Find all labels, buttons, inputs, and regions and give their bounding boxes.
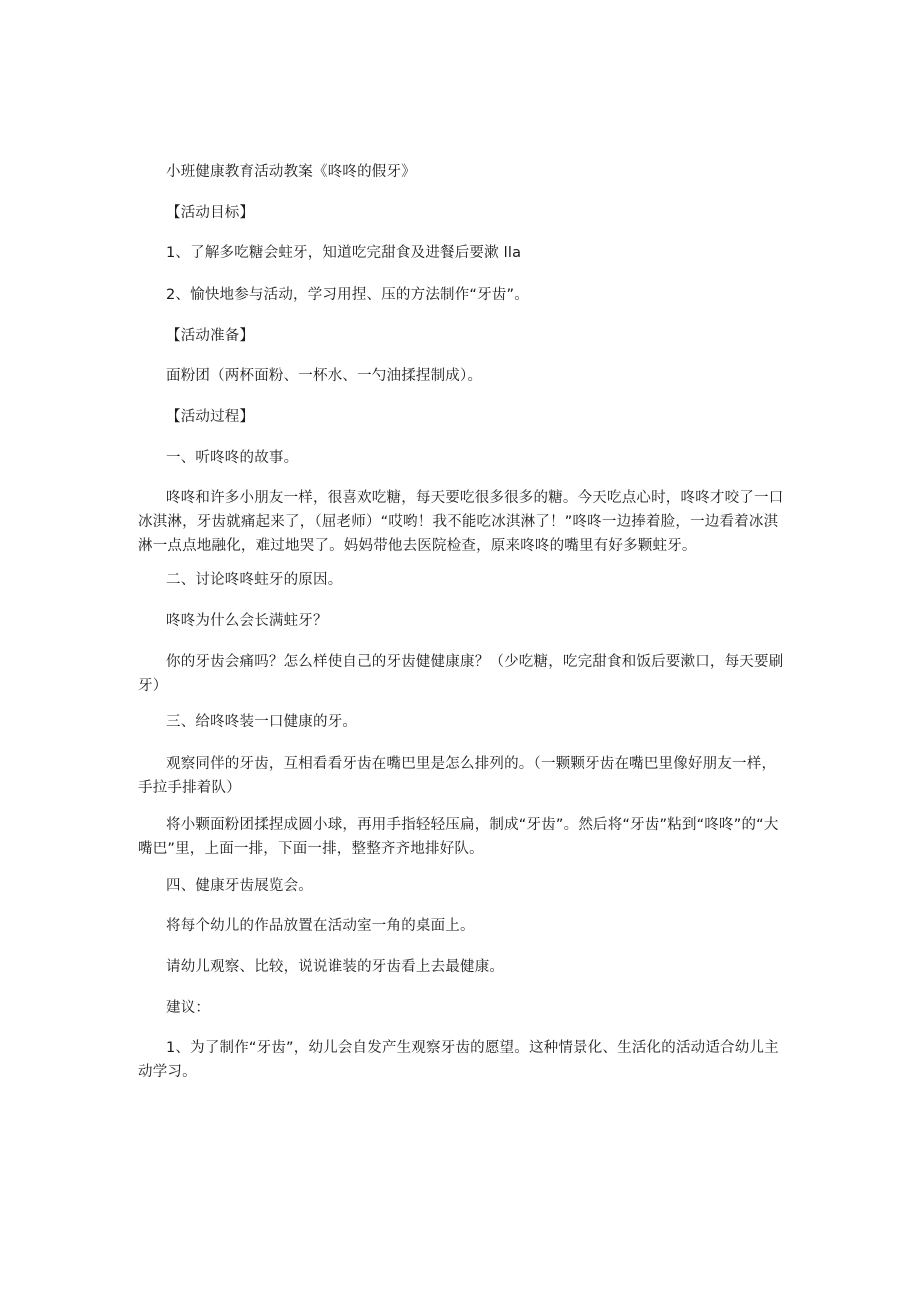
- step-2-title: 二、讨论咚咚蛀牙的原因。: [166, 572, 343, 588]
- suggest-heading: 建议：: [166, 1000, 211, 1016]
- prep-heading: 【活动准备】: [166, 328, 255, 344]
- step-1-title: 一、听咚咚的故事。: [166, 450, 299, 466]
- goal-item-2: 2、愉快地参与活动，学习用捏、压的方法制作“牙齿”。: [166, 287, 529, 303]
- suggest-item-1: 1、为了制作“牙齿”，幼儿会自发产生观察牙齿的愿望。这种情景化、生活化的活动适合幼儿主动学习。: [138, 1040, 779, 1080]
- goals-heading: 【活动目标】: [166, 205, 255, 221]
- document-title: 小班健康教育活动教案《咚咚的假牙》: [166, 164, 416, 180]
- goal-item-1: 1、了解多吃糖会蛀牙，知道吃完甜食及进餐后要漱 lla: [166, 245, 522, 261]
- step-4-text-2: 请幼儿观察、比较，说说谁装的牙齿看上去最健康。: [166, 959, 505, 975]
- step-3-title: 三、给咚咚装一口健康的牙。: [166, 714, 358, 730]
- step-4-text-1: 将每个幼儿的作品放置在活动室一角的桌面上。: [166, 918, 475, 934]
- prep-text: 面粉团（两杯面粉、一杯水、一勺油揉捏制成）。: [166, 368, 483, 384]
- step-1-text: 咚咚和许多小朋友一样，很喜欢吃糖，每天要吃很多很多的糖。今天吃点心时，咚咚才咬了一口冰淇淋，牙齿就痛起来了，（屈老师）“哎哟！我不能吃冰淇淋了！”咚咚一边捧着脸，一边看着冰淇淋一点点地融化，难过地哭了。妈妈带他去医院检查，原来咚咚的嘴里有好多颗蛀牙。: [138, 490, 784, 554]
- step-2-question: 咚咚为什么会长满蛀牙？: [166, 613, 328, 629]
- step-2-text: 你的牙齿会痛吗？怎么样使自己的牙齿健健康康？（少吃糖，吃完甜食和饭后要漱口，每天要刷牙）: [138, 654, 784, 694]
- step-3-text-1: 观察同伴的牙齿，互相看看牙齿在嘴巴里是怎么排列的。（一颗颗牙齿在嘴巴里像好朋友一样，手拉手排着队）: [138, 756, 777, 796]
- step-4-title: 四、健康牙齿展览会。: [166, 878, 313, 894]
- process-heading: 【活动过程】: [166, 409, 255, 425]
- step-3-text-2: 将小颗面粉团揉捏成圆小球，再用手指轻轻压扁，制成“牙齿”。然后将“牙齿”粘到“咚咚”的“大嘴巴”里，上面一排，下面一排，整整齐齐地排好队。: [138, 817, 779, 857]
